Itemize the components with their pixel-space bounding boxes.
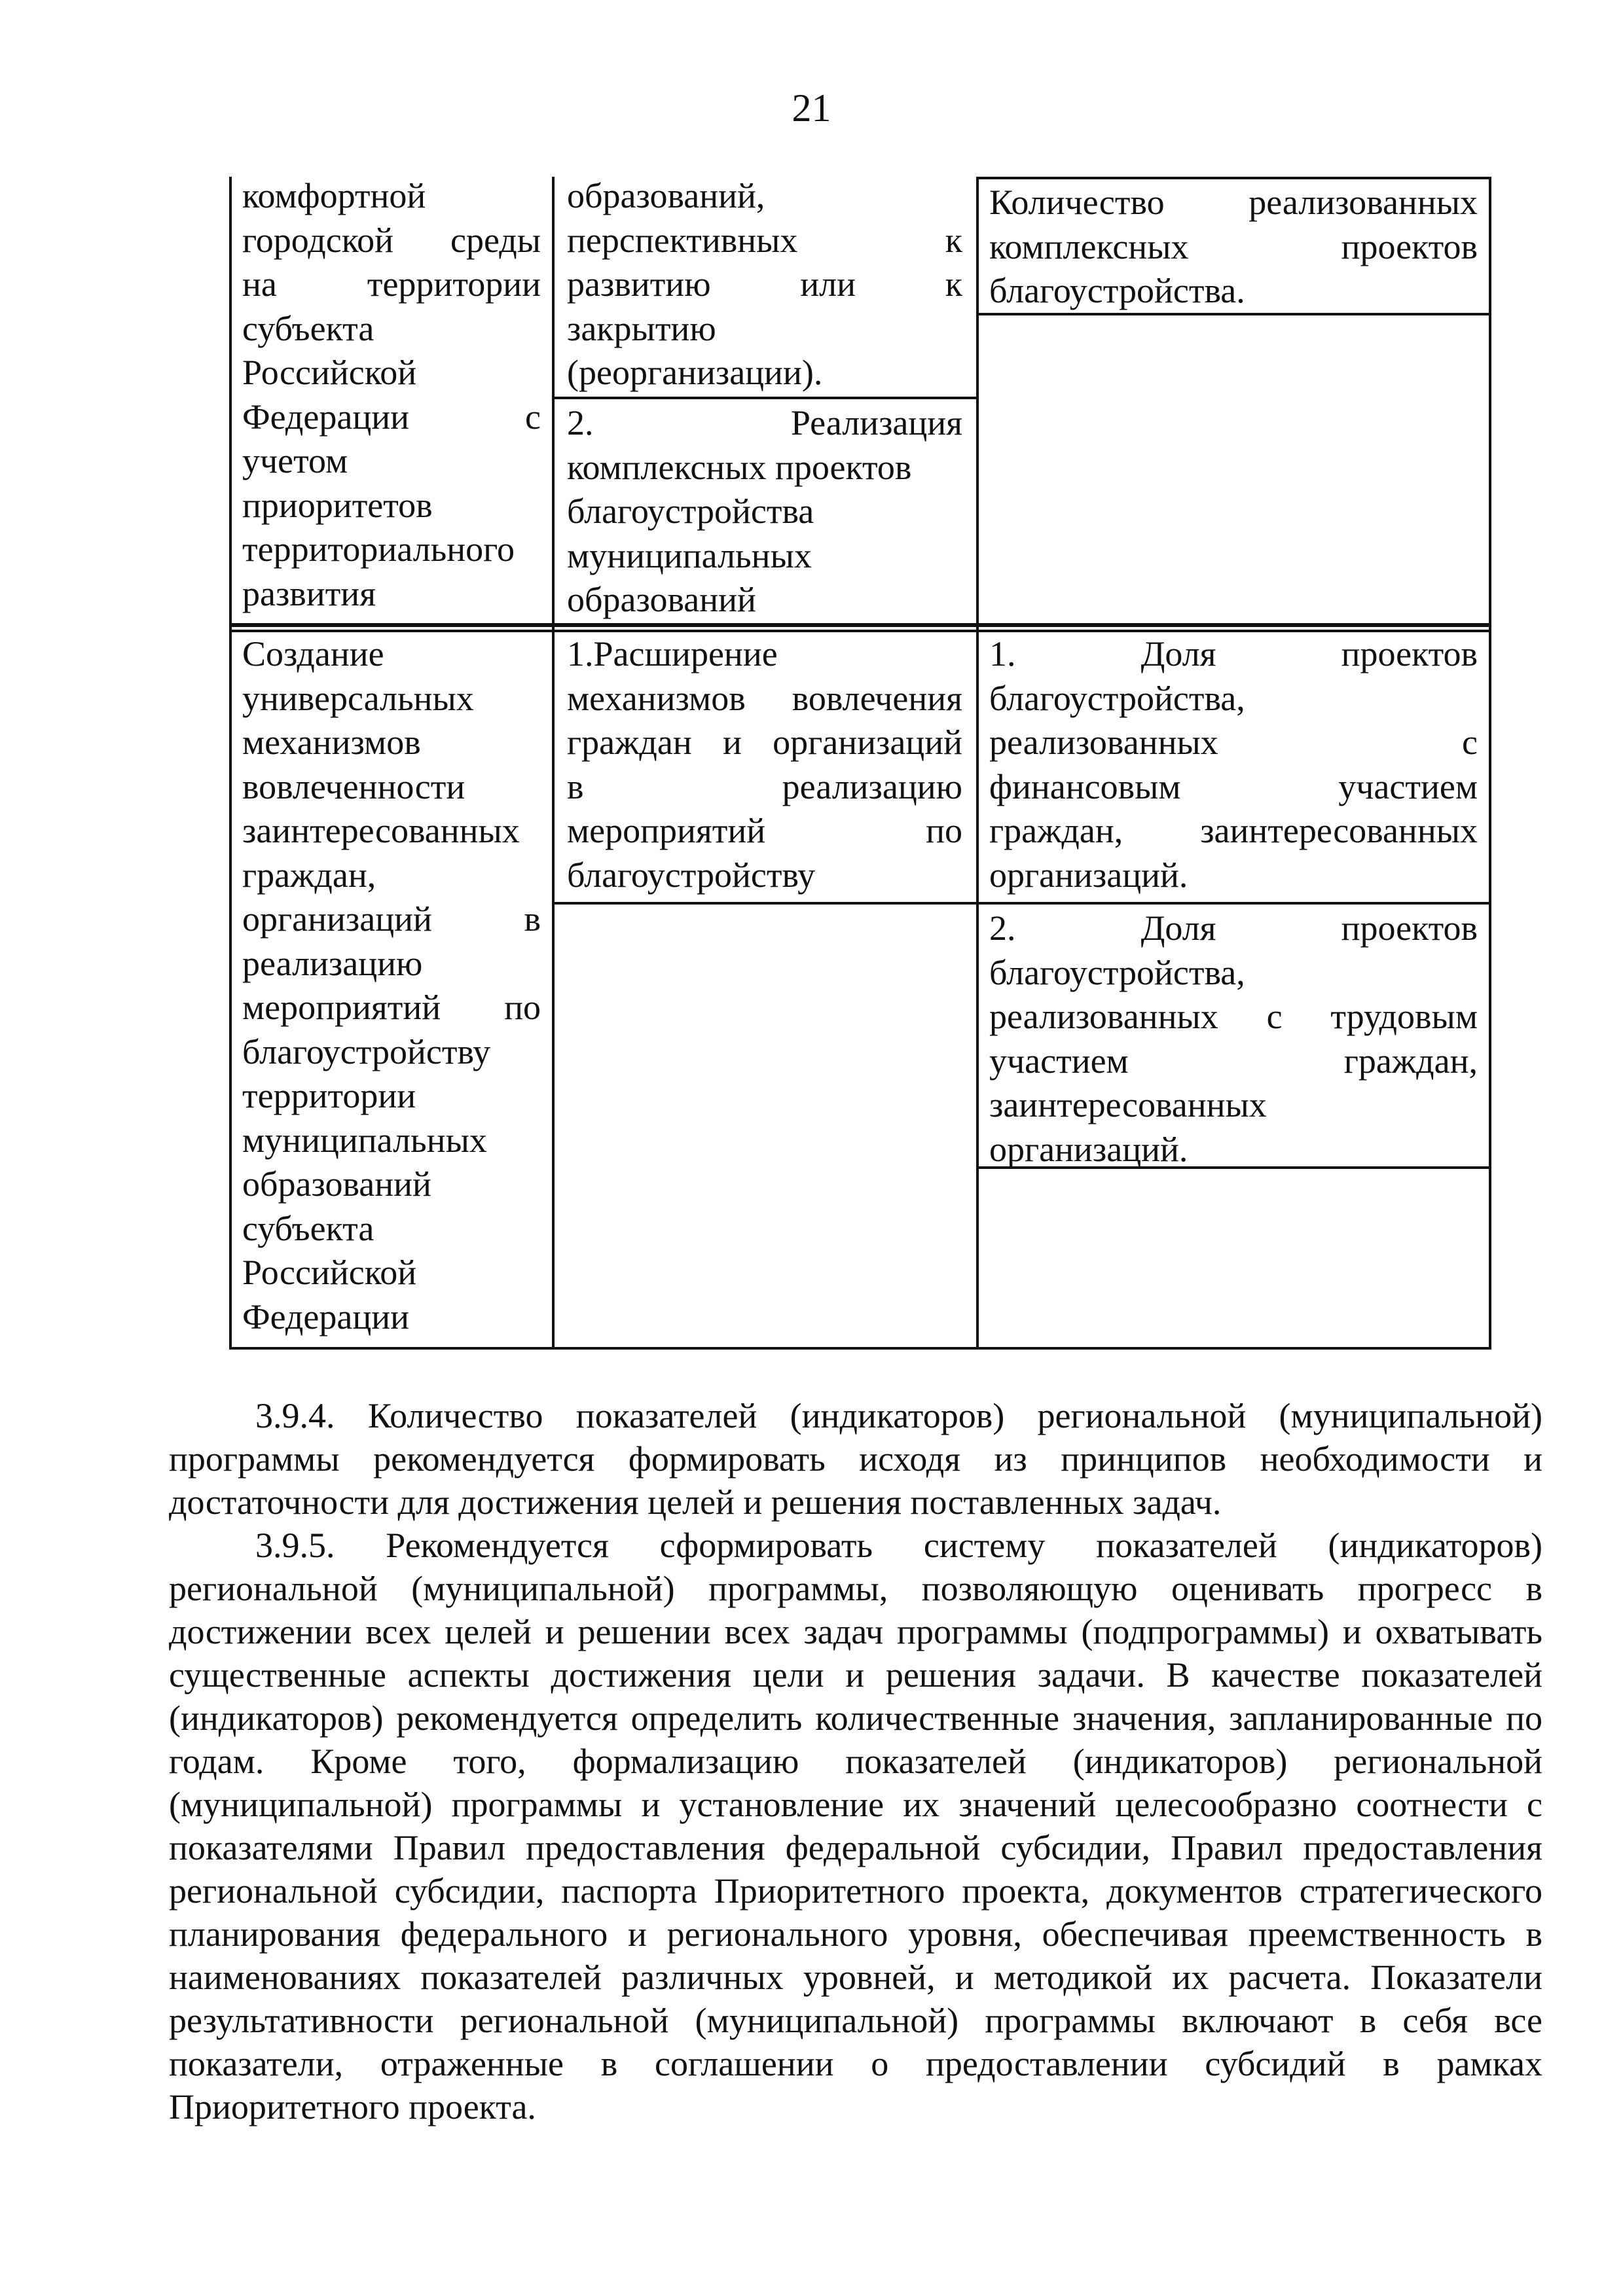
cell-line: Количество реализованных [989,183,1478,222]
table-col2-divider-1 [552,397,979,399]
cell-line: Создание [242,634,384,673]
row1-col2-cell-bottom [567,401,962,622]
cell-line: благоустройству [242,1031,491,1071]
cell-line: муниципальных [567,535,812,575]
table-border-right [1489,177,1491,1350]
cell-line: комфортной [242,176,426,215]
cell-line: учетом [242,441,348,480]
cell-line: Российской [242,1253,417,1292]
cell-line: заинтересованных [242,811,520,850]
cell-line: реализованных с трудовым [989,997,1478,1036]
cell-line: Федерации с [242,397,541,437]
cell-line: Федерации [242,1297,410,1336]
row2-col3-cell-top [989,632,1478,897]
table-row-divider [229,623,1491,627]
cell-line: механизмов [242,723,421,762]
row1-col1-cell [242,174,541,616]
cell-line: на территории [242,264,541,304]
cell-line: реализованных с [989,723,1478,762]
cell-line: в реализацию [567,766,962,806]
paragraph-text: 3.9.5. Рекомендуется сформировать систему показателей (индикаторов) региональной (муниципальной) программы, позволяющую оценивать прогресс в достижении всех целей и решении всех задач программы (подпрограммы) и охватывать существенные аспекты достижения цели и решения задачи. В качестве показателей (индикаторов) рекомендуется определить количественные значения, запланированные по годам. Кроме того, формализацию показателей (индикаторов) региональной (муниципальной) программы и установление их значений целесообразно соотнести с показателями Правил предоставления федеральной субсидии, Правил предоставления региональной субсидии, паспорта Приоритетного проекта, документов стратегического планирования федерального и регионального уровня, обеспечивая преемственность в наименованиях показателей различных уровней, и методикой их расчета. Показатели результативности региональной (муниципальной) программы включают в себя все показатели, отраженные в соглашении о предоставлении субсидий в рамках Приоритетного проекта. [169,1526,1542,2126]
cell-line: развитию или к [567,264,962,304]
cell-line: территориального [242,529,515,569]
cell-line: закрытию [567,308,716,348]
paragraph-3-9-5 [169,1524,1542,2128]
cell-line: механизмов вовлечения [567,678,962,718]
table-col3-divider-1 [976,313,1491,315]
cell-line: 2. Реализация [567,403,962,442]
cell-line: благоустройства, [989,678,1245,718]
cell-line: благоустройства. [989,271,1245,310]
cell-line: мероприятий по [242,988,541,1027]
table-col2-divider-2 [552,902,979,905]
cell-line: граждан, [242,855,376,895]
row2-col1-cell [242,632,541,1339]
cell-line: организаций. [989,1129,1188,1169]
cell-line: организаций. [989,855,1188,895]
table-col3-top-border [976,177,1491,179]
cell-line: перспективных к [567,220,962,260]
cell-line: городской среды [242,220,541,260]
row2-col3-cell-bottom [989,906,1478,1172]
cell-line: приоритетов [242,485,433,525]
cell-line: 1. Доля проектов [989,634,1478,673]
cell-line: субъекта [242,308,374,348]
cell-line: благоустройства, [989,952,1245,992]
cell-line: субъекта [242,1208,374,1248]
cell-line: (реорганизации). [567,353,823,392]
paragraph-3-9-4 [169,1394,1542,1524]
cell-line: благоустройству [567,855,816,895]
cell-line: заинтересованных [989,1085,1267,1124]
cell-line: 1.Расширение [567,634,778,673]
table-border-left [229,177,232,1350]
cell-line: комплексных проектов [989,226,1478,266]
cell-line: граждан, заинтересованных [989,811,1478,850]
row1-col2-cell-top [567,174,962,395]
cell-line: участием граждан, [989,1041,1478,1081]
cell-line: реализацию [242,943,423,983]
cell-line: Российской [242,353,417,392]
paragraph-text: 3.9.4. Количество показателей (индикаторов) региональной (муниципальной) программы рекомендуется формировать исходя из принципов необходимости и достаточности для достижения целей и решения поставленных задач. [169,1396,1542,1522]
cell-line: мероприятий по [567,811,962,850]
cell-line: 2. Доля проектов [989,908,1478,948]
cell-line: развития [242,573,376,613]
page-number: 21 [792,86,831,130]
cell-line: граждан и организаций [567,723,962,762]
table-border-col2 [976,177,979,1350]
table-border-col1 [552,177,555,1350]
cell-line: образований [567,580,756,619]
table-col3-divider-2 [976,902,1491,905]
table-bottom-border [229,1347,1491,1350]
cell-line: образований, [567,176,765,215]
cell-line: образований [242,1164,431,1204]
cell-line: комплексных проектов [567,447,912,487]
row2-col2-cell [567,632,962,897]
cell-line: территории [242,1076,416,1115]
cell-line: благоустройства [567,492,814,531]
row1-col3-cell [989,181,1478,314]
cell-line: вовлеченности [242,766,465,806]
cell-line: муниципальных [242,1120,487,1160]
cell-line: финансовым участием [989,766,1478,806]
cell-line: организаций в [242,899,541,939]
cell-line: универсальных [242,678,474,718]
